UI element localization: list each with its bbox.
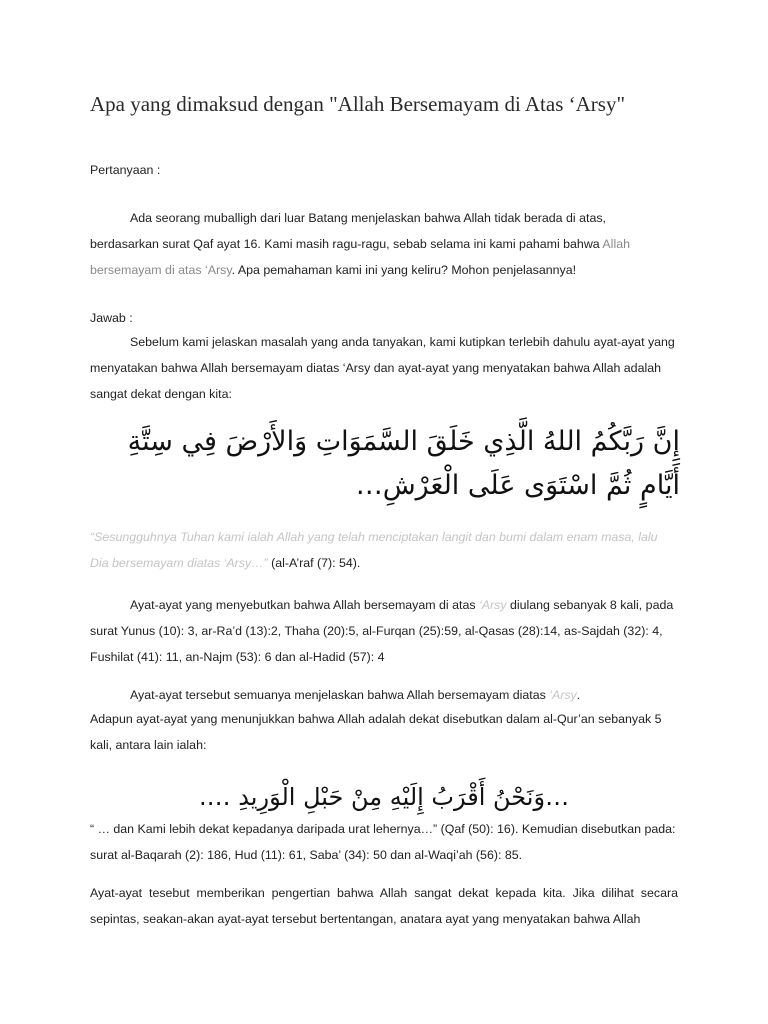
answer-intro: Sebelum kami jelaskan masalah yang anda tanyakan, kami kutipkan terlebih dahulu ayat-ayat yang menyatakan bahwa Allah bersemayam diatas ‘Arsy dan ayat-ayat yang menyatakan bahwa Allah adalah sangat dekat dengan kita:	[90, 335, 675, 401]
summary-paragraph	[90, 682, 678, 708]
document-title: Apa yang dimaksud dengan "Allah Bersemayam di Atas ‘Arsy"	[90, 92, 626, 116]
near-paragraph: Adapun ayat-ayat yang menunjukkan bahwa Allah adalah dekat disebutkan dalam al-Qur’an sebanyak 5 kali, antara lain ialah:	[90, 712, 662, 752]
mentions-paragraph	[90, 592, 678, 670]
answer-label: Jawab :	[90, 311, 133, 325]
translation-araf-text: “Sesungguhnya Tuhan kami ialah Allah yang telah menciptakan langit dan bumi dalam enam masa, lalu Dia bersemayam diatas ‘Arsy…”	[90, 530, 658, 570]
translation-araf-ref: (al-A’raf (7): 54).	[267, 556, 361, 570]
arabic-verse-qaf: …وَنَحْنُ أَقْرَبُ إِلَيْهِ مِنْ حَبْلِ الْوَرِيدِ ….	[198, 783, 570, 811]
summary-text-2: .	[576, 688, 581, 702]
arabic-verse-araf: إِنَّ رَبَّكُمُ اللهُ الَّذِي خَلَقَ السَّمَوَاتِ وَالأَرْضَ فِي سِتَّةِ أَيَّامٍ ثُمَّ اسْتَوَى عَلَى الْعَرْشِ…	[127, 426, 680, 501]
question-text-1: Ada seorang muballigh dari luar Batang menjelaskan bahwa Allah tidak berada di atas, berdasarkan surat Qaf ayat 16. Kami masih ragu-ragu, sebab selama ini kami pahami bahwa	[90, 211, 606, 251]
summary-arsy: ‘Arsy	[549, 688, 577, 702]
question-label: Pertanyaan :	[90, 163, 161, 177]
mentions-text-2: diulang sebanyak 8 kali, pada surat Yunus (10): 3, ar-Ra’d (13):2, Thaha (20):5, al-Furqan (25):59, al-Qasas (28):14, as-Sajdah (32): 4, Fushilat (41): 11, an-Najm (53): 6 dan al-Hadid (57): 4	[90, 598, 674, 664]
question-paragraph	[90, 205, 678, 283]
question-text-2: . Apa pemahaman kami ini yang keliru? Mohon penjelasannya!	[231, 263, 577, 277]
mentions-arsy: ‘Arsy	[478, 598, 507, 612]
translation-araf	[90, 524, 678, 576]
summary-text-1: Ayat-ayat tersebut semuanya menjelaskan bahwa Allah bersemayam diatas	[130, 688, 550, 702]
question-highlight: Allah bersemayam di atas ‘Arsy	[90, 237, 630, 277]
closing-paragraph: Ayat-ayat tesebut memberikan pengertian bahwa Allah sangat dekat kepada kita. Jika dilihat secara sepintas, seakan-akan ayat-ayat tersebut bertentangan, anatara ayat yang menyatakan bahwa Allah	[90, 886, 678, 926]
translation-qaf: “ … dan Kami lebih dekat kepadanya daripada urat lehernya…” (Qaf (50): 16). Kemudian disebutkan pada: surat al-Baqarah (2): 186, Hud (11): 61, Saba’ (34): 50 dan al-Waqi’ah (56): 85.	[90, 822, 676, 862]
mentions-text-1: Ayat-ayat yang menyebutkan bahwa Allah bersemayam di atas	[130, 598, 479, 612]
